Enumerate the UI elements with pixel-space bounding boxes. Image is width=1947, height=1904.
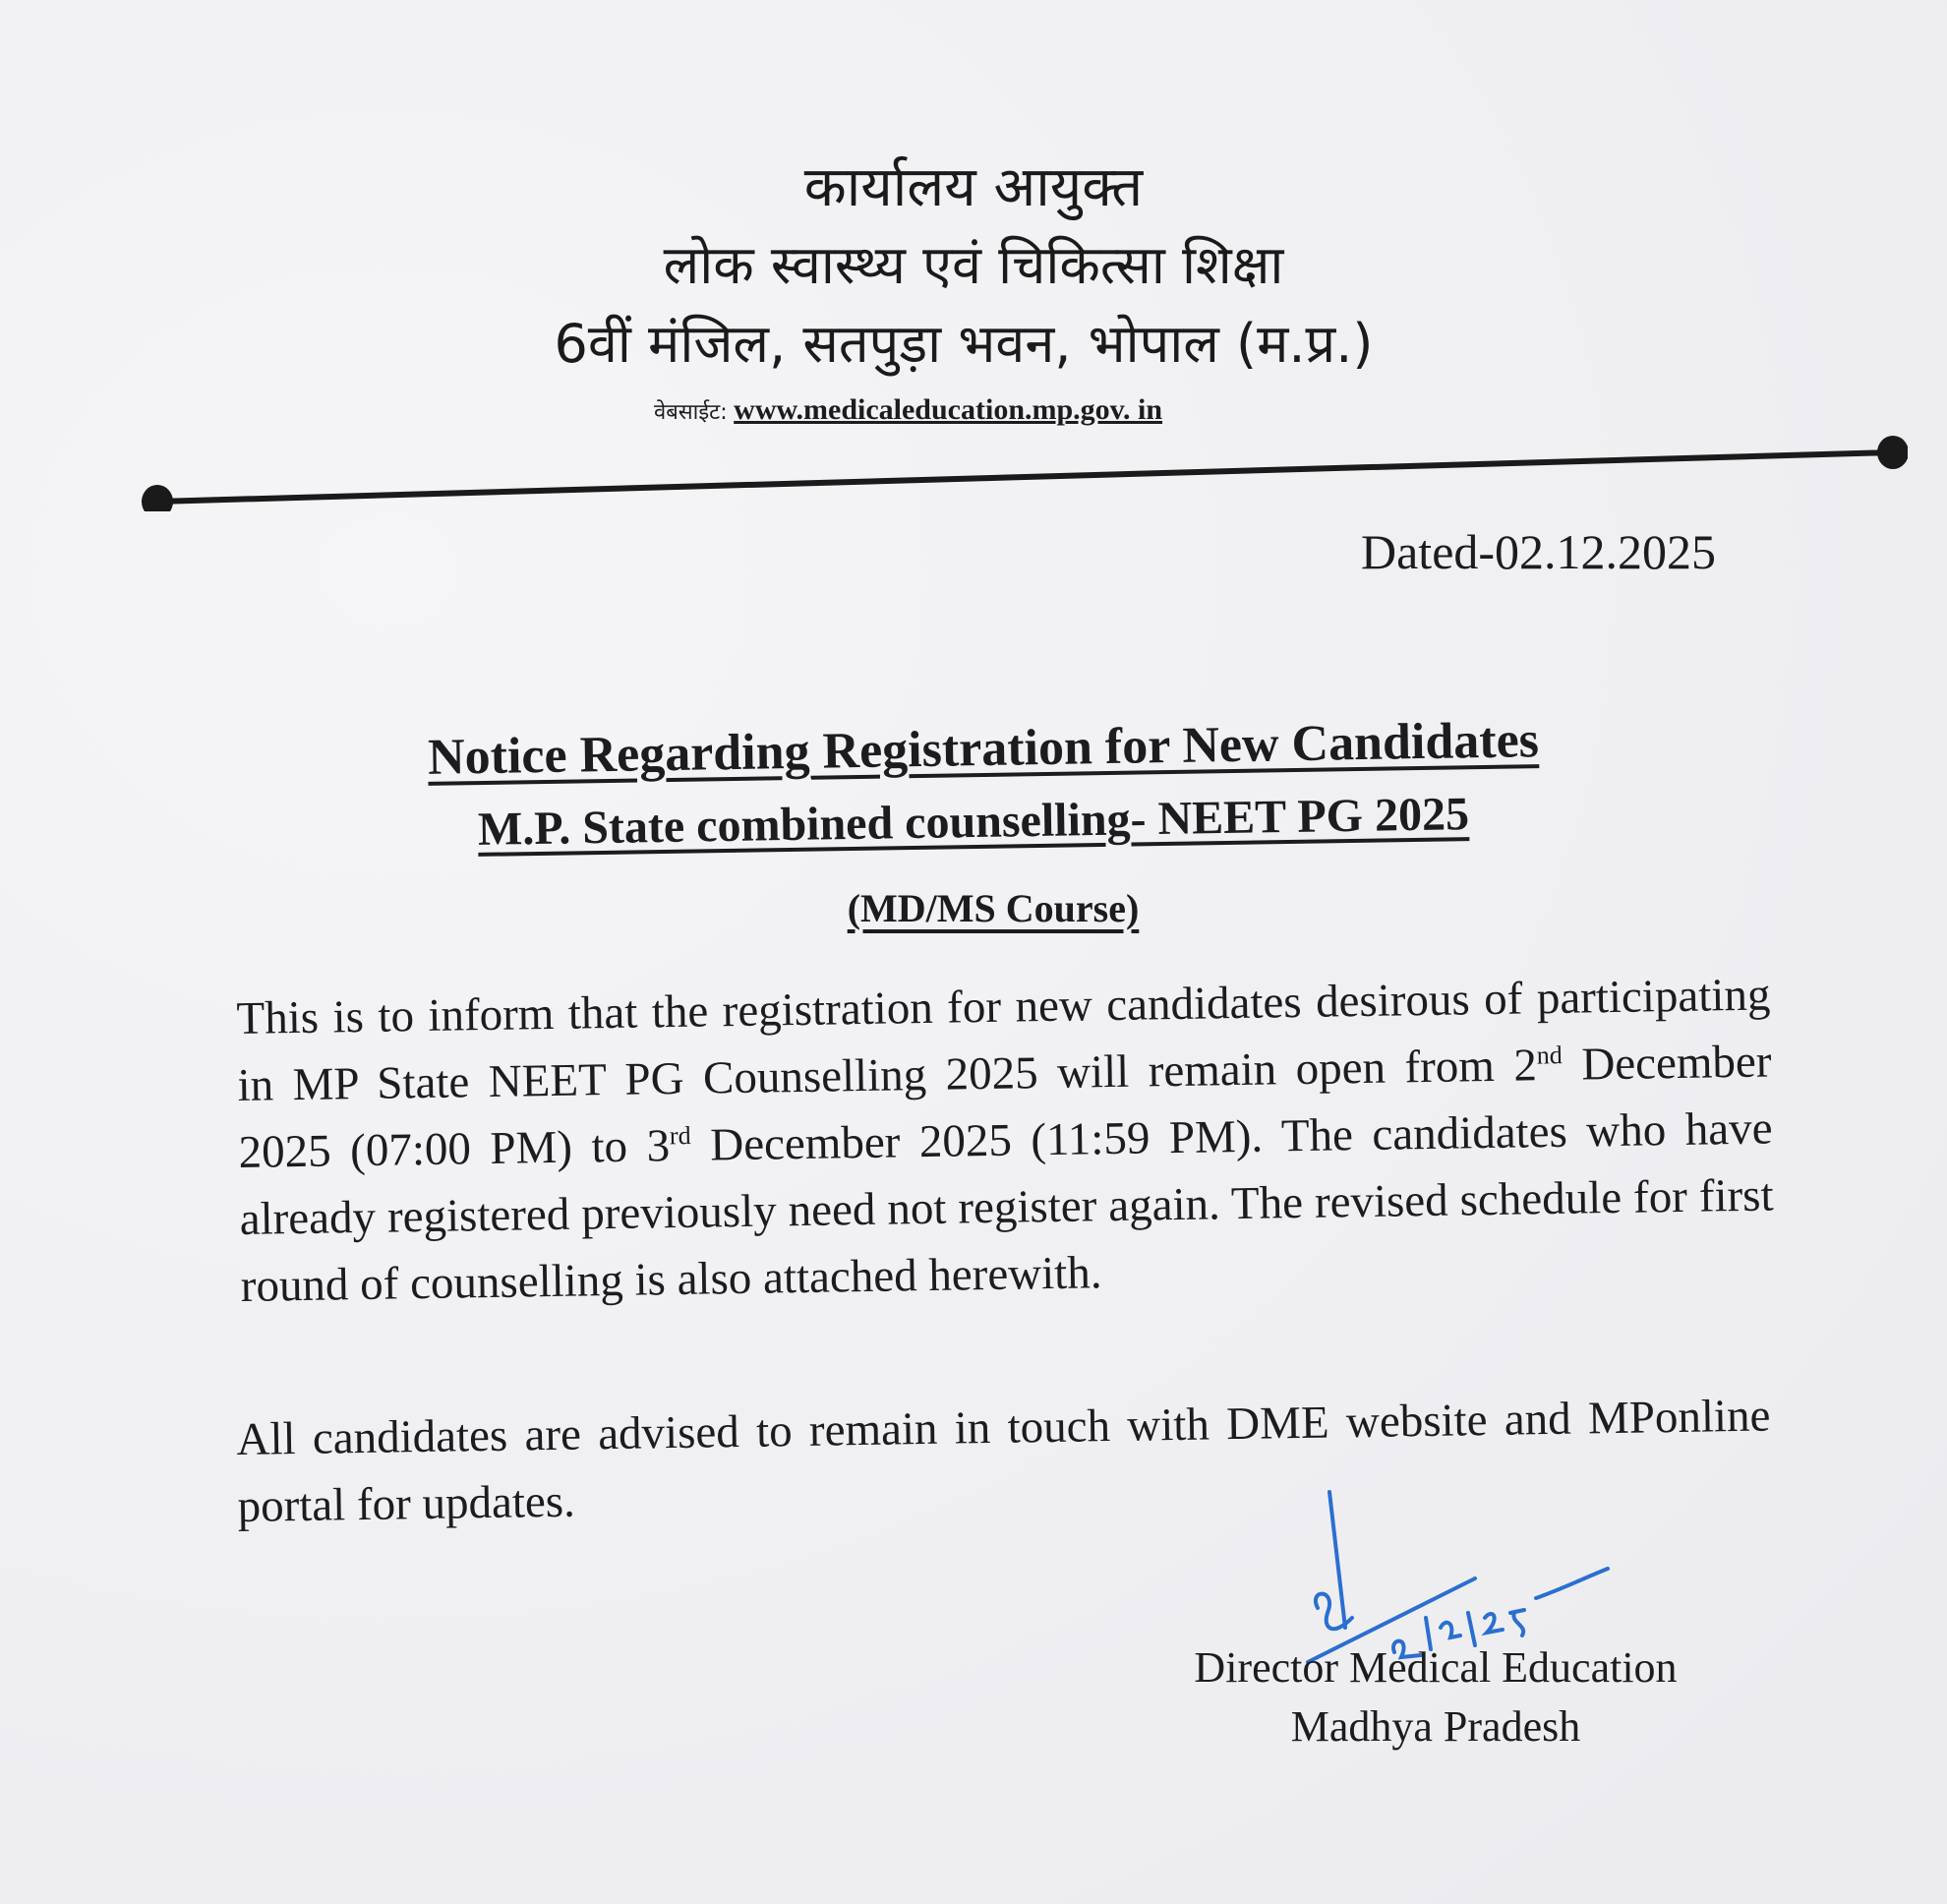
notice-date: Dated-02.12.2025	[1361, 524, 1717, 579]
signatory-designation: Director Medical Education	[1194, 1643, 1678, 1692]
body-paragraph-2: All candidates are advised to remain in touch with DME website and MPonline portal for updates.	[236, 1390, 1771, 1532]
signatory-state: Madhya Pradesh	[1290, 1702, 1581, 1751]
course-label-text: (MD/MS Course)	[847, 886, 1140, 930]
p1-sup-rd: rd	[669, 1121, 691, 1151]
notice-subtitle	[0, 779, 1947, 863]
office-address: 6वीं मंजिल, सतपुड़ा भवन, भोपाल (म.प्र.)	[554, 313, 1374, 375]
course-label	[20, 885, 1947, 931]
website-label: वेबसाईट:	[654, 400, 728, 425]
p1-text-a: This is to inform that the registration for new candidates desirous of participating in MP State NEET PG Counselling 2025 will remain open from 2	[236, 969, 1771, 1111]
notice-subtitle-text: M.P. State combined counselling- NEET PG 2025	[477, 788, 1470, 856]
p1-text-b: December 2025 (07:00 PM) to 3	[238, 1036, 1772, 1178]
website-row	[654, 393, 1162, 427]
body-paragraph-1	[236, 961, 1775, 1319]
notice-title-text: Notice Regarding Registration for New Candidates	[427, 712, 1540, 786]
p1-sup-nd: nd	[1536, 1041, 1563, 1070]
department-name: लोक स्वास्थ्य एवं चिकित्सा शिक्षा	[663, 234, 1284, 296]
office-title: कार्यालय आयुक्त	[803, 155, 1144, 219]
letterhead-separator	[138, 433, 1908, 511]
website-link[interactable]: www.medicaleducation.mp.gov. in	[734, 393, 1163, 426]
notice-title	[10, 704, 1947, 793]
p1-text-c: December 2025 (11:59 PM). The candidates who have already registered previously need not register again. The revised schedule for first round of counselling is also attached herewith.	[239, 1102, 1774, 1312]
